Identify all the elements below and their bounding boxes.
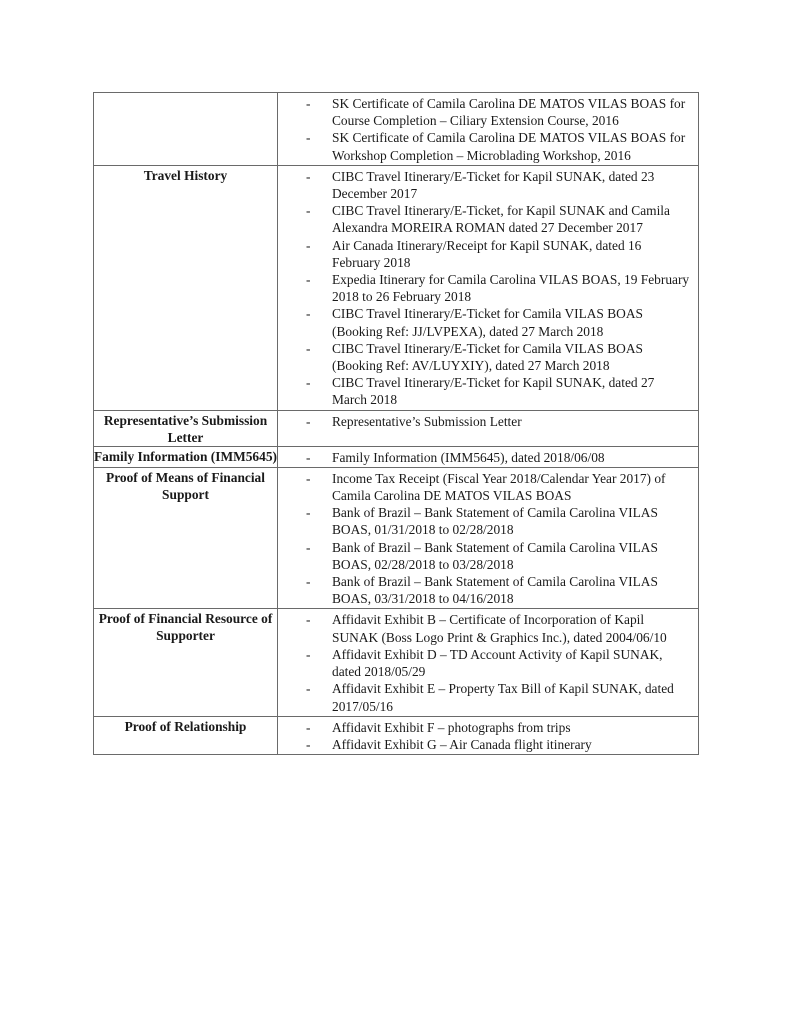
list-item-text: CIBC Travel Itinerary/E-Ticket for Kapil SUNAK, dated 23 December 2017 (332, 168, 655, 202)
row-label: Proof of Financial Resource of Supporter (94, 609, 278, 716)
document-list-table (93, 92, 699, 755)
table-row (94, 93, 699, 166)
list-item (278, 271, 692, 305)
row-content (278, 410, 699, 446)
list-item-text: CIBC Travel Itinerary/E-Ticket, for Kapil SUNAK and Camila Alexandra MOREIRA ROMAN dated 27 December 2017 (332, 203, 670, 236)
list-item-text: CIBC Travel Itinerary/E-Ticket for Kapil SUNAK, dated 27 March 2018 (332, 375, 655, 408)
table-body (94, 93, 699, 755)
list-item (278, 573, 692, 607)
table-row (94, 467, 699, 609)
list-item (278, 680, 692, 714)
bullet-dash: - (306, 375, 311, 391)
bullet-dash: - (306, 719, 311, 735)
bullet-dash: - (306, 646, 311, 662)
list-item (278, 340, 692, 374)
row-content (278, 446, 699, 467)
table-row (94, 609, 699, 716)
list-item-text: Affidavit Exhibit B – Certificate of Incorporation of Kapil SUNAK (Boss Logo Print & Graphics Inc.), dated 2004/06/10 (332, 612, 667, 645)
list-item-text: SK Certificate of Camila Carolina DE MATOS VILAS BOAS for Course Completion – Ciliary Extension Course, 2016 (332, 96, 686, 129)
bullet-dash: - (306, 203, 311, 219)
document-list (278, 611, 692, 714)
table-row (94, 716, 699, 754)
list-item (278, 719, 692, 736)
row-content (278, 467, 699, 609)
list-item (278, 202, 692, 236)
document-list (278, 413, 692, 430)
row-label: Family Information (IMM5645) (94, 446, 278, 467)
bullet-dash: - (306, 449, 311, 465)
document-list (278, 449, 692, 466)
list-item-text: Affidavit Exhibit G – Air Canada flight itinerary (332, 736, 592, 752)
list-item-text: Income Tax Receipt (Fiscal Year 2018/Calendar Year 2017) of Camila Carolina DE MATOS VILAS BOAS (332, 470, 666, 504)
table-row (94, 446, 699, 467)
bullet-dash: - (306, 470, 311, 486)
list-item (278, 237, 692, 271)
list-item-text: Expedia Itinerary for Camila Carolina VILAS BOAS, 19 February 2018 to 26 February 2018 (332, 272, 690, 305)
list-item (278, 374, 692, 408)
row-label: Proof of Relationship (94, 716, 278, 754)
list-item (278, 736, 692, 753)
row-label: Representative’s Submission Letter (94, 410, 278, 446)
bullet-dash: - (306, 168, 311, 184)
list-item-text: CIBC Travel Itinerary/E-Ticket for Camila VILAS BOAS (Booking Ref: AV/LUYXIY), dated 27 March 2018 (332, 340, 643, 374)
bullet-dash: - (306, 505, 311, 521)
list-item (278, 449, 692, 466)
bullet-dash: - (306, 96, 311, 111)
list-item (278, 413, 692, 430)
list-item (278, 504, 692, 538)
table-row (94, 165, 699, 410)
bullet-dash: - (306, 130, 311, 146)
bullet-dash: - (306, 237, 311, 253)
bullet-dash: - (306, 340, 311, 356)
list-item-text: Air Canada Itinerary/Receipt for Kapil SUNAK, dated 16 February 2018 (332, 237, 642, 270)
table-row (94, 410, 699, 446)
list-item-text: Family Information (IMM5645), dated 2018/06/08 (332, 449, 605, 465)
bullet-dash: - (306, 272, 311, 288)
list-item-text: CIBC Travel Itinerary/E-Ticket for Camila VILAS BOAS (Booking Ref: JJ/LVPEXA), dated 27 March 2018 (332, 306, 643, 339)
list-item (278, 95, 692, 129)
row-content (278, 716, 699, 754)
bullet-dash: - (306, 681, 311, 697)
row-label: Travel History (94, 165, 278, 410)
list-item (278, 470, 692, 504)
document-list (278, 470, 692, 608)
list-item-text: Affidavit Exhibit D – TD Account Activity of Kapil SUNAK, dated 2018/05/29 (332, 646, 663, 680)
list-item-text: Bank of Brazil – Bank Statement of Camila Carolina VILAS BOAS, 03/31/2018 to 04/16/2018 (332, 574, 658, 607)
bullet-dash: - (306, 539, 311, 555)
document-list (278, 168, 692, 409)
bullet-dash: - (306, 612, 311, 628)
list-item (278, 305, 692, 339)
bullet-dash: - (306, 736, 311, 752)
row-content (278, 609, 699, 716)
list-item-text: Affidavit Exhibit E – Property Tax Bill of Kapil SUNAK, dated 2017/05/16 (332, 681, 674, 714)
list-item-text: Bank of Brazil – Bank Statement of Camila Carolina VILAS BOAS, 01/31/2018 to 02/28/2018 (332, 505, 658, 538)
list-item-text: SK Certificate of Camila Carolina DE MATOS VILAS BOAS for Workshop Completion – Microblading Workshop, 2016 (332, 130, 686, 163)
row-label (94, 93, 278, 166)
bullet-dash: - (306, 306, 311, 322)
row-label: Proof of Means of Financial Support (94, 467, 278, 609)
document-list (278, 95, 692, 164)
row-content (278, 165, 699, 410)
bullet-dash: - (306, 574, 311, 590)
list-item-text: Representative’s Submission Letter (332, 413, 522, 429)
row-content (278, 93, 699, 166)
document-list (278, 719, 692, 753)
list-item (278, 129, 692, 163)
list-item (278, 168, 692, 202)
list-item (278, 539, 692, 573)
list-item (278, 611, 692, 645)
list-item (278, 646, 692, 680)
list-item-text: Affidavit Exhibit F – photographs from trips (332, 719, 571, 735)
bullet-dash: - (306, 413, 311, 429)
list-item-text: Bank of Brazil – Bank Statement of Camila Carolina VILAS BOAS, 02/28/2018 to 03/28/2018 (332, 539, 658, 572)
